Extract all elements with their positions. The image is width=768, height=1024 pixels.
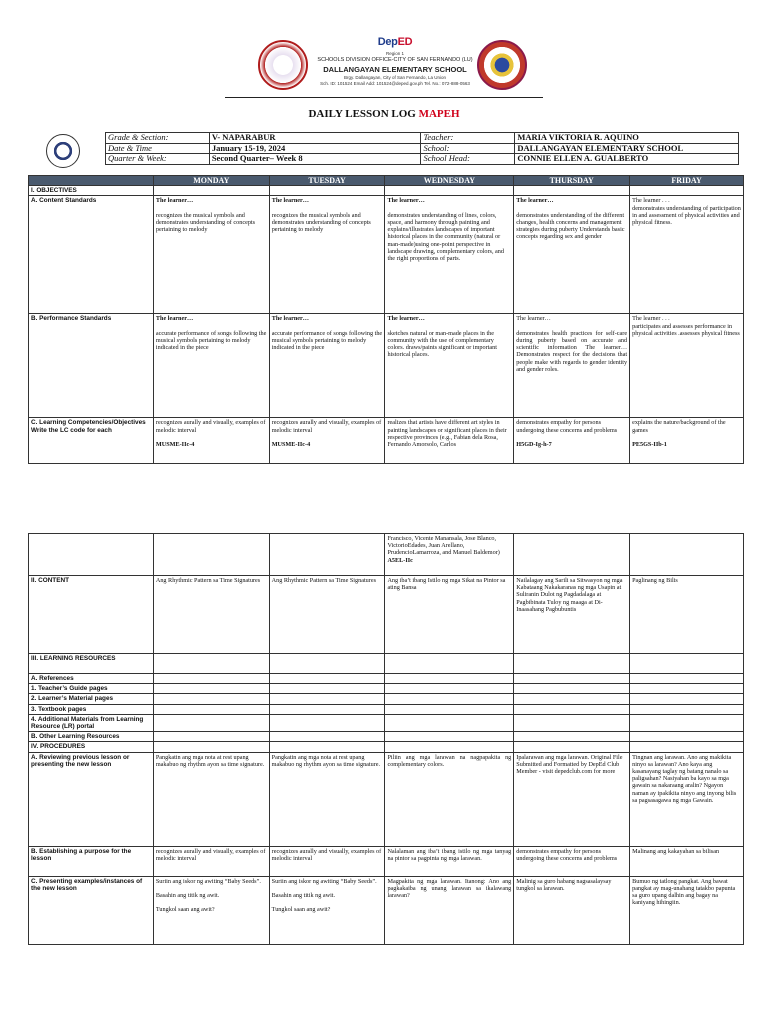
continued-row xyxy=(29,534,744,576)
continued-competency-cell: Francisco, Vicente Manansala, Jose Blanco, VictorioEdades, Juan Arellano, PrudencioLamarroza, and Manuel Baldemor) A5EL-IIc xyxy=(385,534,514,576)
day-header-thursday: THURSDAY xyxy=(514,176,630,186)
additional-materials-label: 4. Additional Materials from Learning Resource (LR) portal xyxy=(29,714,154,731)
review-cell: Piliin ang mga larawan na nagpapakita ng complementary colors. xyxy=(385,752,514,846)
info-label: Teacher: xyxy=(421,133,515,144)
content-standards-row xyxy=(29,196,744,314)
info-label: Grade & Section: xyxy=(106,133,210,144)
info-value: Second Quarter– Week 8 xyxy=(209,154,421,165)
review-cell: Tingnan ang larawan. Ano ang makikita ninyo sa larawan? Ano kaya ang kasanayang taglay ng batang nanalo sa paligsahan? Nasiyahan ba kayo sa mga gawain sa nakaraang aralin? Ngayon naman ay ipakikita ninyo ang inyong bilis sa pagsasagawa ng mga Gawain. xyxy=(630,752,744,846)
resources-row xyxy=(29,654,744,674)
deped-logo: DepED xyxy=(377,36,413,48)
lesson-log-table-page1 xyxy=(28,175,744,464)
competency-cell: demonstrates empathy for persons undergoing these concerns and problems H5GD-Ig-h-7 xyxy=(514,418,630,464)
resources-label: III. LEARNING RESOURCES xyxy=(29,654,154,674)
day-header-wednesday: WEDNESDAY xyxy=(385,176,514,186)
info-value: MARIA VIKTORIA R. AQUINO xyxy=(515,133,739,144)
examples-label: C. Presenting examples/instances of the new lesson xyxy=(29,876,154,944)
content-standard-cell: The learner… demonstrates understanding of the different changes, health concerns and management strategies during puberty Understands basic concepts regarding sex and gender xyxy=(514,196,630,314)
content-standards-label: A. Content Standards xyxy=(29,196,154,314)
competency-cell: recognizes aurally and visually, examples of melodic interval MUSME-IIc-4 xyxy=(269,418,385,464)
info-label: School Head: xyxy=(421,154,515,165)
content-standard-cell: The learner… demonstrates understanding of lines, colors, space, and harmony through painting and explains/illustrates landscapes of important historical places in the community (natural or man-made)using one-point perspective in landscape drawing, complementary colors, and the right proportions of parts. xyxy=(385,196,514,314)
examples-cell: Magpakita ng mga larawan. Itanong: Ano ang pagkakaiba ng unang larawan sa ikalawang larawan? xyxy=(385,876,514,944)
header-divider xyxy=(225,97,543,98)
info-table xyxy=(105,132,739,165)
purpose-cell: Nalalaman ang iba’t ibang istilo ng mga tanyag na pintor sa pagpinta ng mga larawan. xyxy=(385,846,514,876)
review-cell: Ipalarawan ang mga larawan. Original File Submitted and Formatted by DepEd Club Member - visit depedclub.com for more xyxy=(514,752,630,846)
competency-cell: recognizes aurally and visually, examples of melodic interval MUSME-IIc-4 xyxy=(153,418,269,464)
school-contact: Sch. ID: 101524 Email Add: 101524@deped.gov.ph Tel. No.: 072-888-0563 xyxy=(320,81,470,86)
examples-cell: Bumuo ng tatlong pangkat. Ang bawat pangkat ay mag-unahang tatakbo papunta sa guro upang dalhin ang bagay na kaniyang hihingiin. xyxy=(630,876,744,944)
info-value: CONNIE ELLEN A. GUALBERTO xyxy=(515,154,739,165)
examples-cell: Malinig sa guro habang nagsasalaysay tungkol sa larawan. xyxy=(514,876,630,944)
info-label: Quarter & Week: xyxy=(106,154,210,165)
deped-seal-logo xyxy=(46,134,80,168)
competencies-label: C. Learning Competencies/Objectives Write the LC code for each xyxy=(29,418,154,464)
learners-material-row xyxy=(29,694,744,704)
info-value: January 15-19, 2024 xyxy=(209,143,421,154)
performance-standard-cell: The learner… sketches natural or man-made places in the community with the use of complementary colors. draws/paints significant or important historical places. xyxy=(385,314,514,418)
purpose-row xyxy=(29,846,744,876)
content-label: II. CONTENT xyxy=(29,576,154,654)
content-cell: Ang Rhythmic Pattern sa Time Signatures xyxy=(153,576,269,654)
content-standard-cell: The learner… recognizes the musical symbols and demonstrates understanding of concepts pertaining to melody xyxy=(153,196,269,314)
objectives-heading: I. OBJECTIVES xyxy=(29,186,154,196)
info-label: Date & Time xyxy=(106,143,210,154)
info-row xyxy=(106,154,739,165)
day-header-blank xyxy=(29,176,154,186)
references-row xyxy=(29,674,744,684)
info-row xyxy=(106,143,739,154)
content-row xyxy=(29,576,744,654)
day-header-friday: FRIDAY xyxy=(630,176,744,186)
purpose-cell: Malinang ang kakayahan sa bilisan xyxy=(630,846,744,876)
school-name: DALLANGAYAN ELEMENTARY SCHOOL xyxy=(323,65,467,74)
performance-standards-label: B. Performance Standards xyxy=(29,314,154,418)
info-row xyxy=(106,133,739,144)
teachers-guide-label: 1. Teacher’s Guide pages xyxy=(29,684,154,694)
examples-row xyxy=(29,876,744,944)
purpose-cell: recognizes aurally and visually, examples of melodic interval xyxy=(269,846,385,876)
content-cell: Nailalagay ang Sarili sa Sitwasyon ng mga Kabataang Nakakaranas ng mga Usapin at Suliranin Dulot ng Pagdadalaga at Pagbibinata Tuloy ng maaga at Di-Inaasahang Pagbubuntis xyxy=(514,576,630,654)
performance-standards-row xyxy=(29,314,744,418)
procedures-row xyxy=(29,742,744,752)
content-cell: Ang Rhythmic Pattern sa Time Signatures xyxy=(269,576,385,654)
day-header-row xyxy=(29,176,744,186)
info-value: V- NAPARABUR xyxy=(209,133,421,144)
day-header-tuesday: TUESDAY xyxy=(269,176,385,186)
additional-materials-row xyxy=(29,714,744,731)
objectives-heading-row xyxy=(29,186,744,196)
examples-cell: Suriin ang iskor ng awiting “Baby Seeds”. Basahin ang titik ng awit. Tungkol saan ang awit? xyxy=(153,876,269,944)
performance-standard-cell: The learner… accurate performance of songs following the musical symbols pertaining to melody indicated in the piece xyxy=(269,314,385,418)
document-title: DAILY LESSON LOG MAPEH xyxy=(308,108,460,120)
other-resources-row xyxy=(29,732,744,742)
performance-standard-cell: The learner… accurate performance of songs following the musical symbols pertaining to melody indicated in the piece xyxy=(153,314,269,418)
content-standard-cell: The learner… recognizes the musical symbols and demonstrates understanding of concepts pertaining to melody xyxy=(269,196,385,314)
info-value: DALLANGAYAN ELEMENTARY SCHOOL xyxy=(515,143,739,154)
review-row xyxy=(29,752,744,846)
textbook-row xyxy=(29,704,744,714)
content-cell: Ang iba’t ibang Istilo ng mga Sikat na Pintor sa ating Bansa xyxy=(385,576,514,654)
info-label: School: xyxy=(421,143,515,154)
other-resources-label: B. Other Learning Resources xyxy=(29,732,154,742)
competency-cell: realizes that artists have different art styles in painting landscapes or significant places in their respective provinces (e.g., Fabian dela Rosa, Fernando Amorsolo, Carlos xyxy=(385,418,514,464)
teachers-guide-row xyxy=(29,684,744,694)
purpose-cell: demonstrates empathy for persons undergoing these concerns and problems xyxy=(514,846,630,876)
school-address: Brgy. Dallangayan, City of San Fernando, La Union xyxy=(344,75,446,80)
performance-standard-cell: The learner… demonstrates health practices for self-care during puberty based on accurate and scientific information The learner… Demonstrates respect for the decisions that people make with regards to gender identity and gender roles. xyxy=(514,314,630,418)
review-cell: Pangkatin ang mga nota at rest upang makabuo ng rhythm ayon sa time signature. xyxy=(269,752,385,846)
review-cell: Pangkatin ang mga nota at rest upang makabuo ng rhythm ayon sa time signature. xyxy=(153,752,269,846)
examples-cell: Suriin ang iskor ng awiting “Baby Seeds”. Basahin ang titik ng awit. Tungkol saan ang awit? xyxy=(269,876,385,944)
references-label: A. References xyxy=(29,674,154,684)
review-label: A. Reviewing previous lesson or presenting the new lesson xyxy=(29,752,154,846)
competency-cell: explains the nature/background of the games PE5GS-IIb-1 xyxy=(630,418,744,464)
day-header-monday: MONDAY xyxy=(153,176,269,186)
textbook-label: 3. Textbook pages xyxy=(29,704,154,714)
performance-standard-cell: The learner . . . participates and assesses performance in physical activities .assesses physical fitness xyxy=(630,314,744,418)
learners-material-label: 2. Learner’s Material pages xyxy=(29,694,154,704)
lesson-log-table-page2 xyxy=(28,533,744,945)
content-standard-cell: The learner . . . demonstrates understanding of participation in and assessment of physical activities and physical fitness. xyxy=(630,196,744,314)
region-text: Region 1 xyxy=(385,51,404,56)
purpose-cell: recognizes aurally and visually, examples of melodic interval xyxy=(153,846,269,876)
procedures-label: IV. PROCEDURES xyxy=(29,742,154,752)
purpose-label: B. Establishing a purpose for the lesson xyxy=(29,846,154,876)
content-cell: Paglinang ng Bilis xyxy=(630,576,744,654)
division-text: SCHOOLS DIVISION OFFICE-CITY OF SAN FERNANDO (LU) xyxy=(317,57,473,63)
competencies-row xyxy=(29,418,744,464)
